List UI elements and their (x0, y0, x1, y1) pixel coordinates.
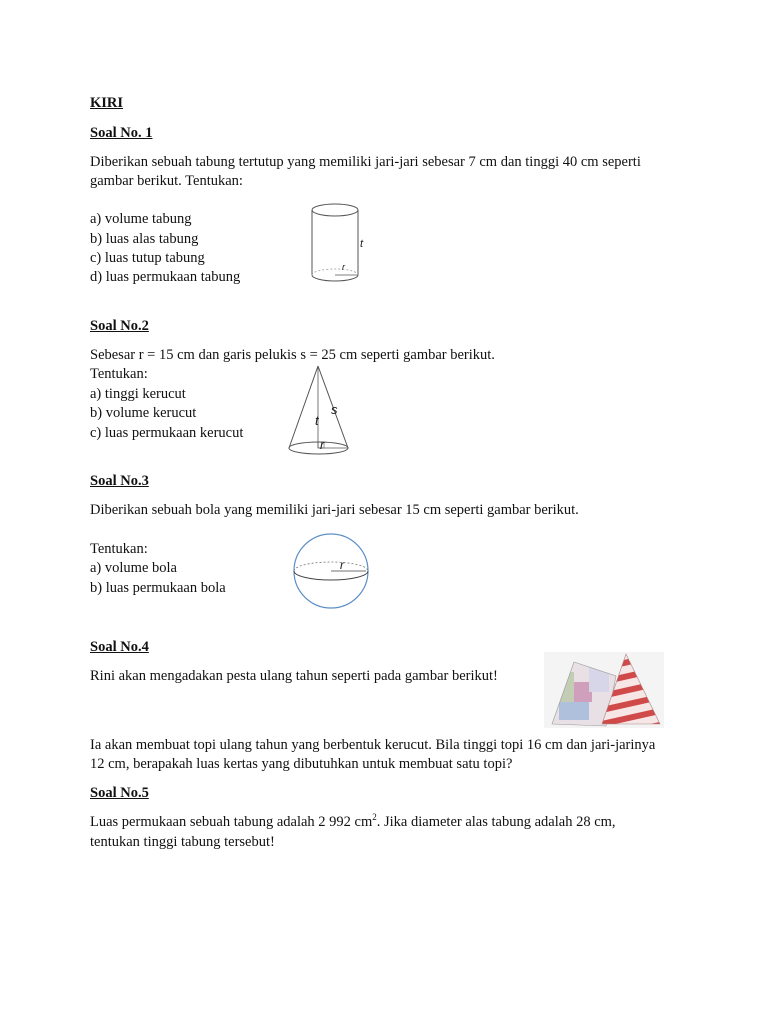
q5-line1 (90, 813, 616, 833)
q1-item-d: d) luas permukaan tabung (90, 269, 241, 285)
cylinder-label-t: t (360, 238, 364, 250)
q4-line2: Ia akan membuat topi ulang tahun yang berbentuk kerucut. Bila tinggi topi 16 cm dan jari-jarinya (90, 737, 656, 753)
q3-line1: Diberikan sebuah bola yang memiliki jari-jari sebesar 15 cm seperti gambar berikut. (90, 502, 579, 518)
sphere-label-r: r (340, 558, 344, 572)
q5-line1-superscript: 2 (372, 812, 377, 823)
q5-title: Soal No.5 (90, 785, 149, 801)
cone-label-t: t (315, 413, 319, 428)
party-hats-photo (544, 652, 664, 728)
q5-line1-part-b: . Jika diameter alas tabung adalah 28 cm, (376, 814, 616, 830)
q1-item-c: c) luas tutup tabung (90, 250, 205, 266)
q3-line2: Tentukan: (90, 541, 148, 557)
q2-item-b: b) volume kerucut (90, 405, 197, 421)
cone-label-r: r (320, 437, 325, 452)
q1-line1: Diberikan sebuah tabung tertutup yang memiliki jari-jari sebesar 7 cm dan tinggi 40 cm seperti (90, 154, 641, 170)
q2-item-a: a) tinggi kerucut (90, 386, 186, 402)
q5-line2: tentukan tinggi tabung tersebut! (90, 834, 275, 850)
q4-line3: 12 cm, berapakah luas kertas yang dibutuhkan untuk membuat satu topi? (90, 756, 513, 772)
cone-label-s: s (331, 402, 338, 417)
q3-item-a: a) volume bola (90, 560, 177, 576)
q1-title: Soal No. 1 (90, 125, 153, 141)
q1-item-b: b) luas alas tabung (90, 231, 199, 247)
q1-line2: gambar berikut. Tentukan: (90, 173, 243, 189)
cylinder-label-r: r (342, 262, 345, 272)
cylinder-figure (300, 198, 380, 288)
q2-title: Soal No.2 (90, 318, 149, 334)
cone-figure (282, 362, 362, 462)
q2-line2: Tentukan: (90, 366, 148, 382)
q4-title: Soal No.4 (90, 639, 149, 655)
q2-line1: Sebesar r = 15 cm dan garis pelukis s = 25 cm seperti gambar berikut. (90, 347, 495, 363)
q3-title: Soal No.3 (90, 473, 149, 489)
sphere-figure (290, 530, 372, 612)
q3-item-b: b) luas permukaan bola (90, 580, 226, 596)
q2-item-c: c) luas permukaan kerucut (90, 425, 244, 441)
heading: KIRI (90, 95, 124, 111)
q5-line1-part-a: Luas permukaan sebuah tabung adalah 2 992 cm (90, 814, 373, 830)
q4-line1: Rini akan mengadakan pesta ulang tahun seperti pada gambar berikut! (90, 668, 498, 684)
q1-item-a: a) volume tabung (90, 211, 192, 227)
